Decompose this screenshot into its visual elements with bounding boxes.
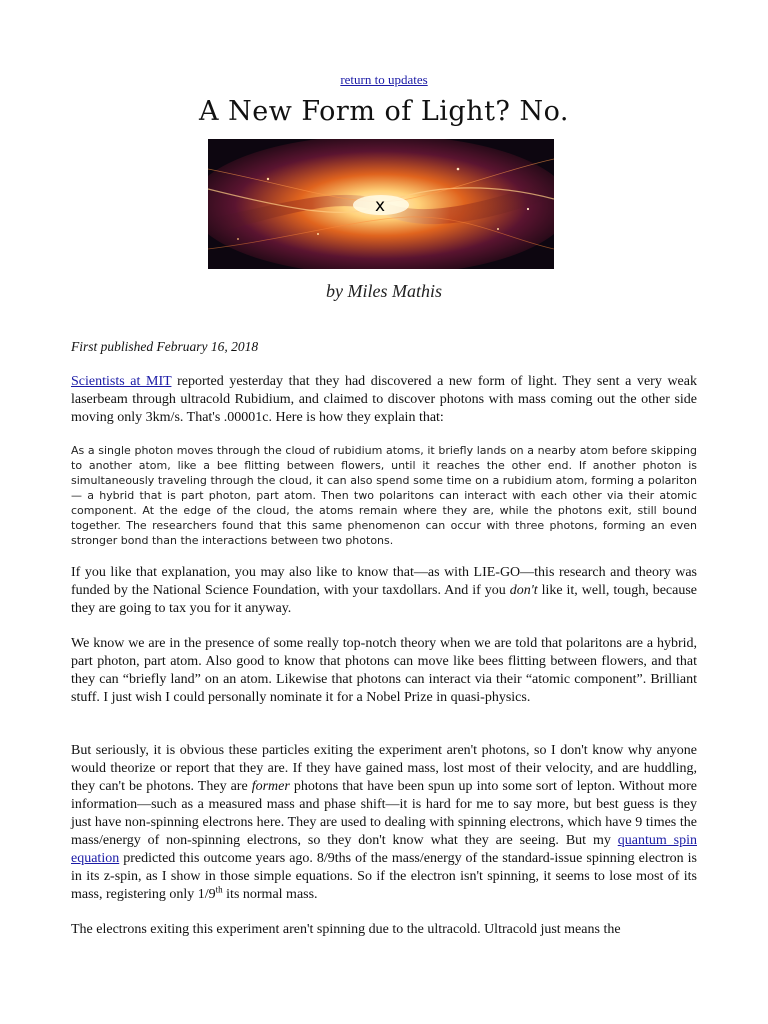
paragraph-2-emphasis: don't	[509, 583, 538, 598]
byline: by Miles Mathis	[326, 281, 442, 301]
quantum-spin-equation-link[interactable]: quantum spin equation	[71, 833, 697, 866]
publish-date: First published February 16, 2018	[71, 339, 259, 354]
paragraph-4-emphasis: former	[251, 779, 290, 794]
hero-x-mark: x	[374, 196, 386, 216]
paragraph-1-text: reported yesterday that they had discovered a new form of light. They sent a very weak laserbeam through ultracold Rubidium, and claimed to discover photons with mass coming out the other side moving only 3km/s. That's .00001c. Here is how they explain that:	[71, 374, 697, 425]
paragraph-4-text-a: But seriously, it is obvious these particles exiting the experiment aren't photons, so I don't know why anyone would theorize or report that they are. If they have gained mass, lost most of their velocity, and are huddling, they can't be photons. They are	[71, 743, 697, 794]
galaxy-light-image	[208, 139, 554, 269]
return-link-row	[0, 72, 768, 88]
superscript-th: th	[215, 884, 223, 895]
hero-image	[208, 139, 554, 269]
paragraph-4-text-c: predicted this outcome years ago. 8/9ths of the mass/energy of the standard-issue spinning electron is in its z-spin, as I show in those simple equations. So if the electron isn't spinning, it seems to lose most of its mass, registering only 1/9	[71, 851, 697, 902]
scientists-at-mit-link[interactable]: Scientists at MIT	[71, 374, 172, 389]
paragraph-2-text-b: like it, well, tough, because they are going to tax you for it anyway.	[71, 583, 697, 616]
return-to-updates-link[interactable]: return to updates	[340, 72, 428, 87]
paragraph-5: The electrons exiting this experiment aren't spinning due to the ultracold. Ultracold just means the	[71, 922, 621, 937]
paragraph-1	[71, 373, 697, 427]
paragraph-4-text-d: its normal mass.	[222, 887, 318, 902]
article-title: A New Form of Light? No.	[199, 96, 569, 127]
paragraph-4-text-b: photons that have been spun up into some sort of lepton. Without more information—such as a measured mass and phase shift—it is hard for me to say more, but best guess is they just have non-spinning electrons here. They are used to dealing with spinning electrons, which have 9 times the mass/energy of non-spinning electrons, so they don't know what they are seeing. But my	[71, 779, 697, 848]
paragraph-4	[71, 742, 697, 904]
quoted-explanation: As a single photon moves through the cloud of rubidium atoms, it briefly lands on a nearby atom before skipping to another atom, like a bee flitting between flowers, until it reaches the other end. If another photon is simultaneously traveling through the cloud, it can also spend some time on a rubidium atom, forming a polariton — a hybrid that is part photon, part atom. Then two polaritons can interact with each other via their atomic component. At the edge of the cloud, the atoms remain where they are, while the photons exit, still bound together. The researchers found that this same phenomenon can occur with three photons, forming an even stronger bond than the interactions between two photons.	[71, 444, 697, 547]
paragraph-2	[71, 564, 697, 618]
paragraph-2-text-a: If you like that explanation, you may also like to know that—as with LIE-GO—this research and theory was funded by the National Science Foundation, with your taxdollars. And if you	[71, 565, 697, 598]
paragraph-3: We know we are in the presence of some really top-notch theory when we are told that polaritons are a hybrid, part photon, part atom. Also good to know that photons can move like bees flitting between flowers, and that they can “briefly land” on an atom. Likewise that photons can interact via their “atomic component”. Brilliant stuff. I just wish I could personally nominate it for a Nobel Prize in quasi-physics.	[71, 636, 697, 705]
